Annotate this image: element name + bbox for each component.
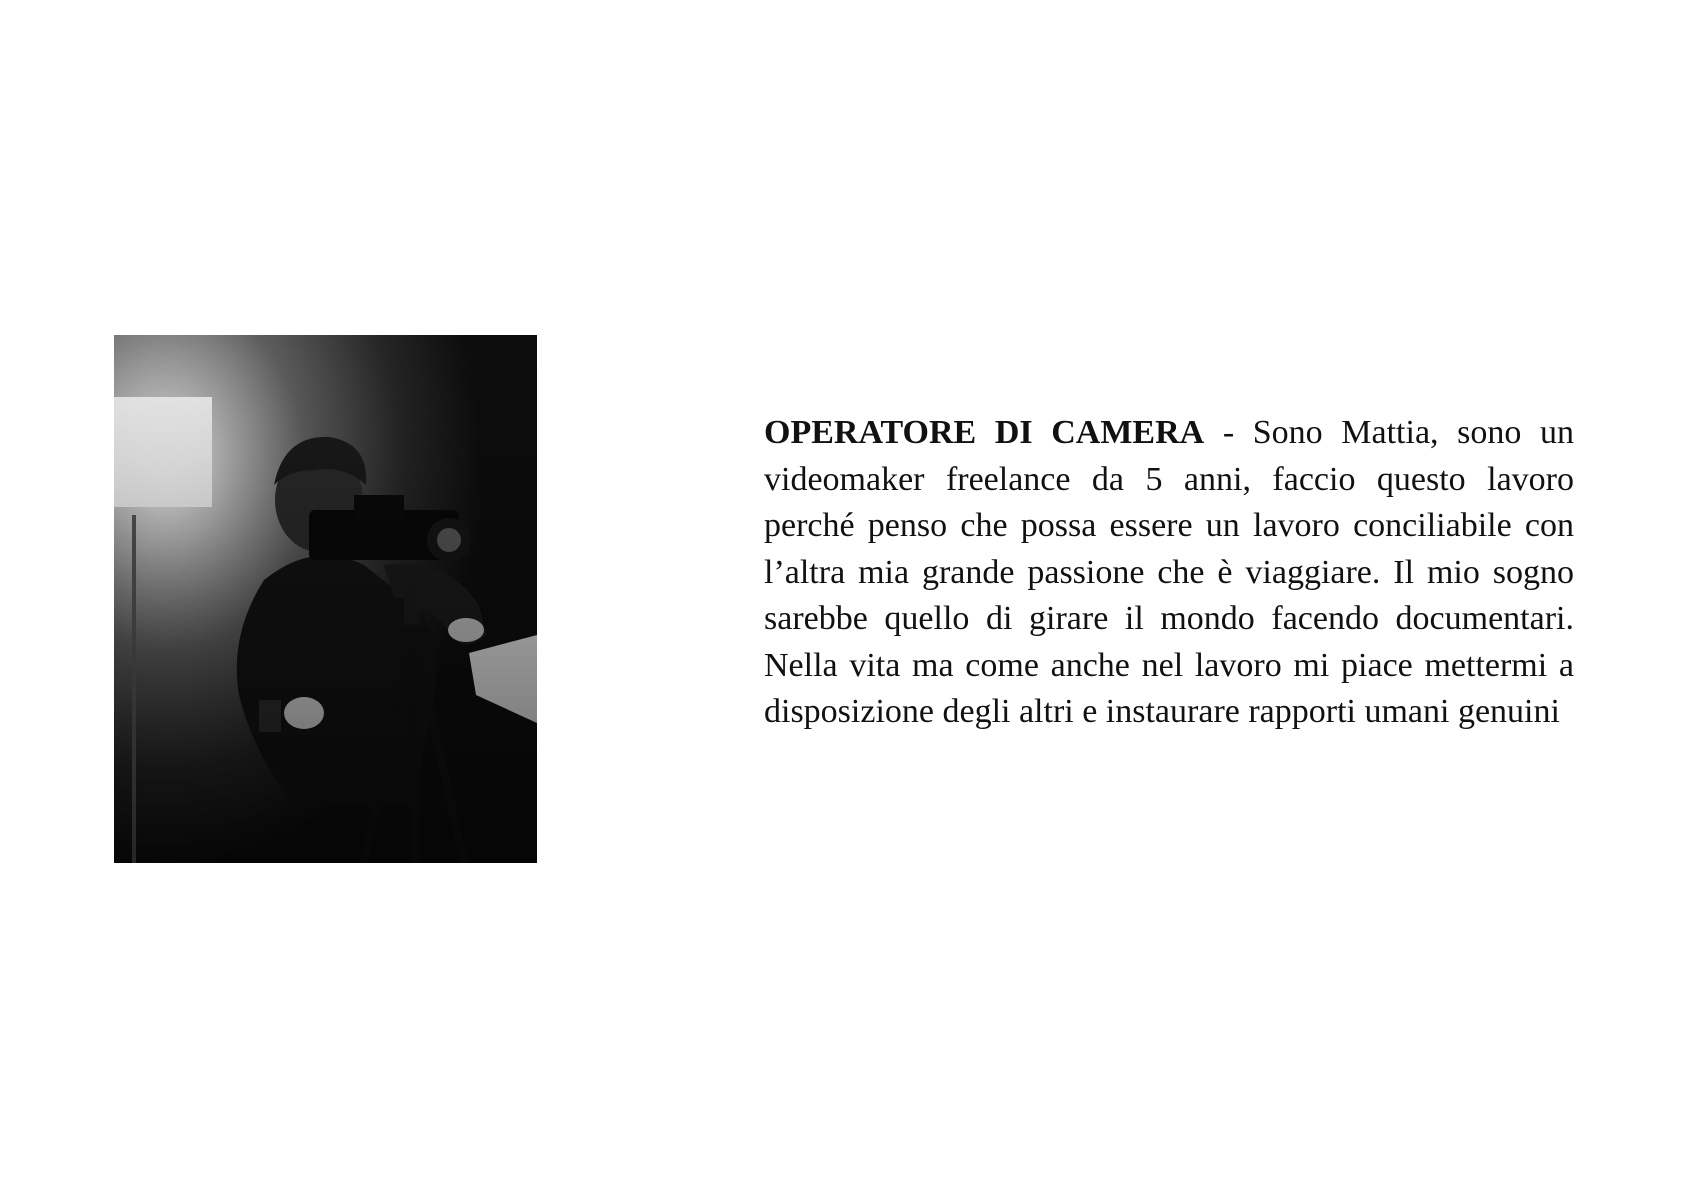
profile-photo [114, 335, 537, 863]
bio-text: Sono Mattia, sono un videomaker freelance da 5 anni, faccio questo lavoro perché penso che possa essere un lavoro conciliabile con l’altra mia grande passione che è viaggiare. Il mio sogno sarebbe quello di girare il mondo facendo documentari. Nella vita ma come anche nel lavoro mi piace mettermi a disposizione degli altri e instaurare rapporti umani genuini [764, 414, 1574, 730]
role-separator: - [1204, 414, 1253, 451]
role-title: OPERATORE DI CAMERA [764, 414, 1205, 451]
bio-paragraph [764, 410, 1574, 736]
camera-operator-photo [114, 335, 537, 863]
